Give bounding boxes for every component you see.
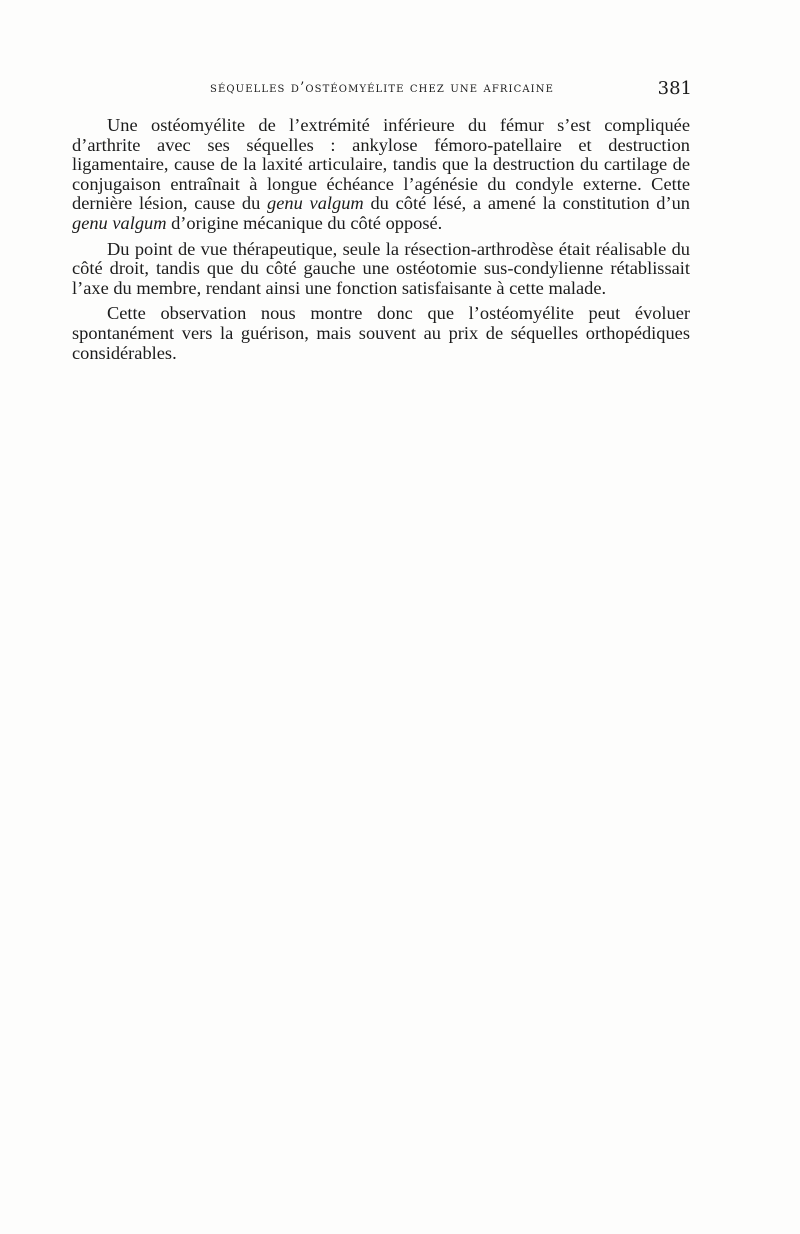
paragraph-2 [72,240,690,299]
paragraph-3 [72,304,690,363]
italic-term: genu valgum [267,193,364,214]
running-head [72,78,692,104]
text-segment: d’origine mécanique du côté opposé. [166,212,443,233]
body-text [72,116,690,369]
italic-term: genu valgum [72,212,167,233]
text-segment: Cette observation nous montre donc que l’ostéomyélite peut évoluer spontanément vers la guérison, mais souvent au prix de séquelles orthopédiques considérables. [72,303,690,363]
text-segment: Du point de vue thérapeutique, seule la résection-arthrodèse était réalisable du côté droit, tandis que du côté gauche une ostéotomie sus-condylienne rétablissait l’axe du membre, rendant ainsi une fonction satisfaisante à cette malade. [72,238,690,298]
running-title: séquelles d’ostéomyélite chez une africaine [210,80,554,96]
text-segment: Une ostéomyélite de l’extrémité inférieure du fémur s’est compliquée d’arthrite avec ses séquelles : ankylose fémoro-patellaire et destruction ligamentaire, cause de la laxité articulaire, tandis que la destruction du cartilage de conjugaison entraînait à longue échéance l’agénésie du condyle externe. Cette dernière lésion, cause du [72,115,690,214]
text-segment: du côté lésé, a amené la constitution d’un [363,193,690,214]
page-number: 381 [657,78,692,99]
paragraph-1 [72,116,690,234]
